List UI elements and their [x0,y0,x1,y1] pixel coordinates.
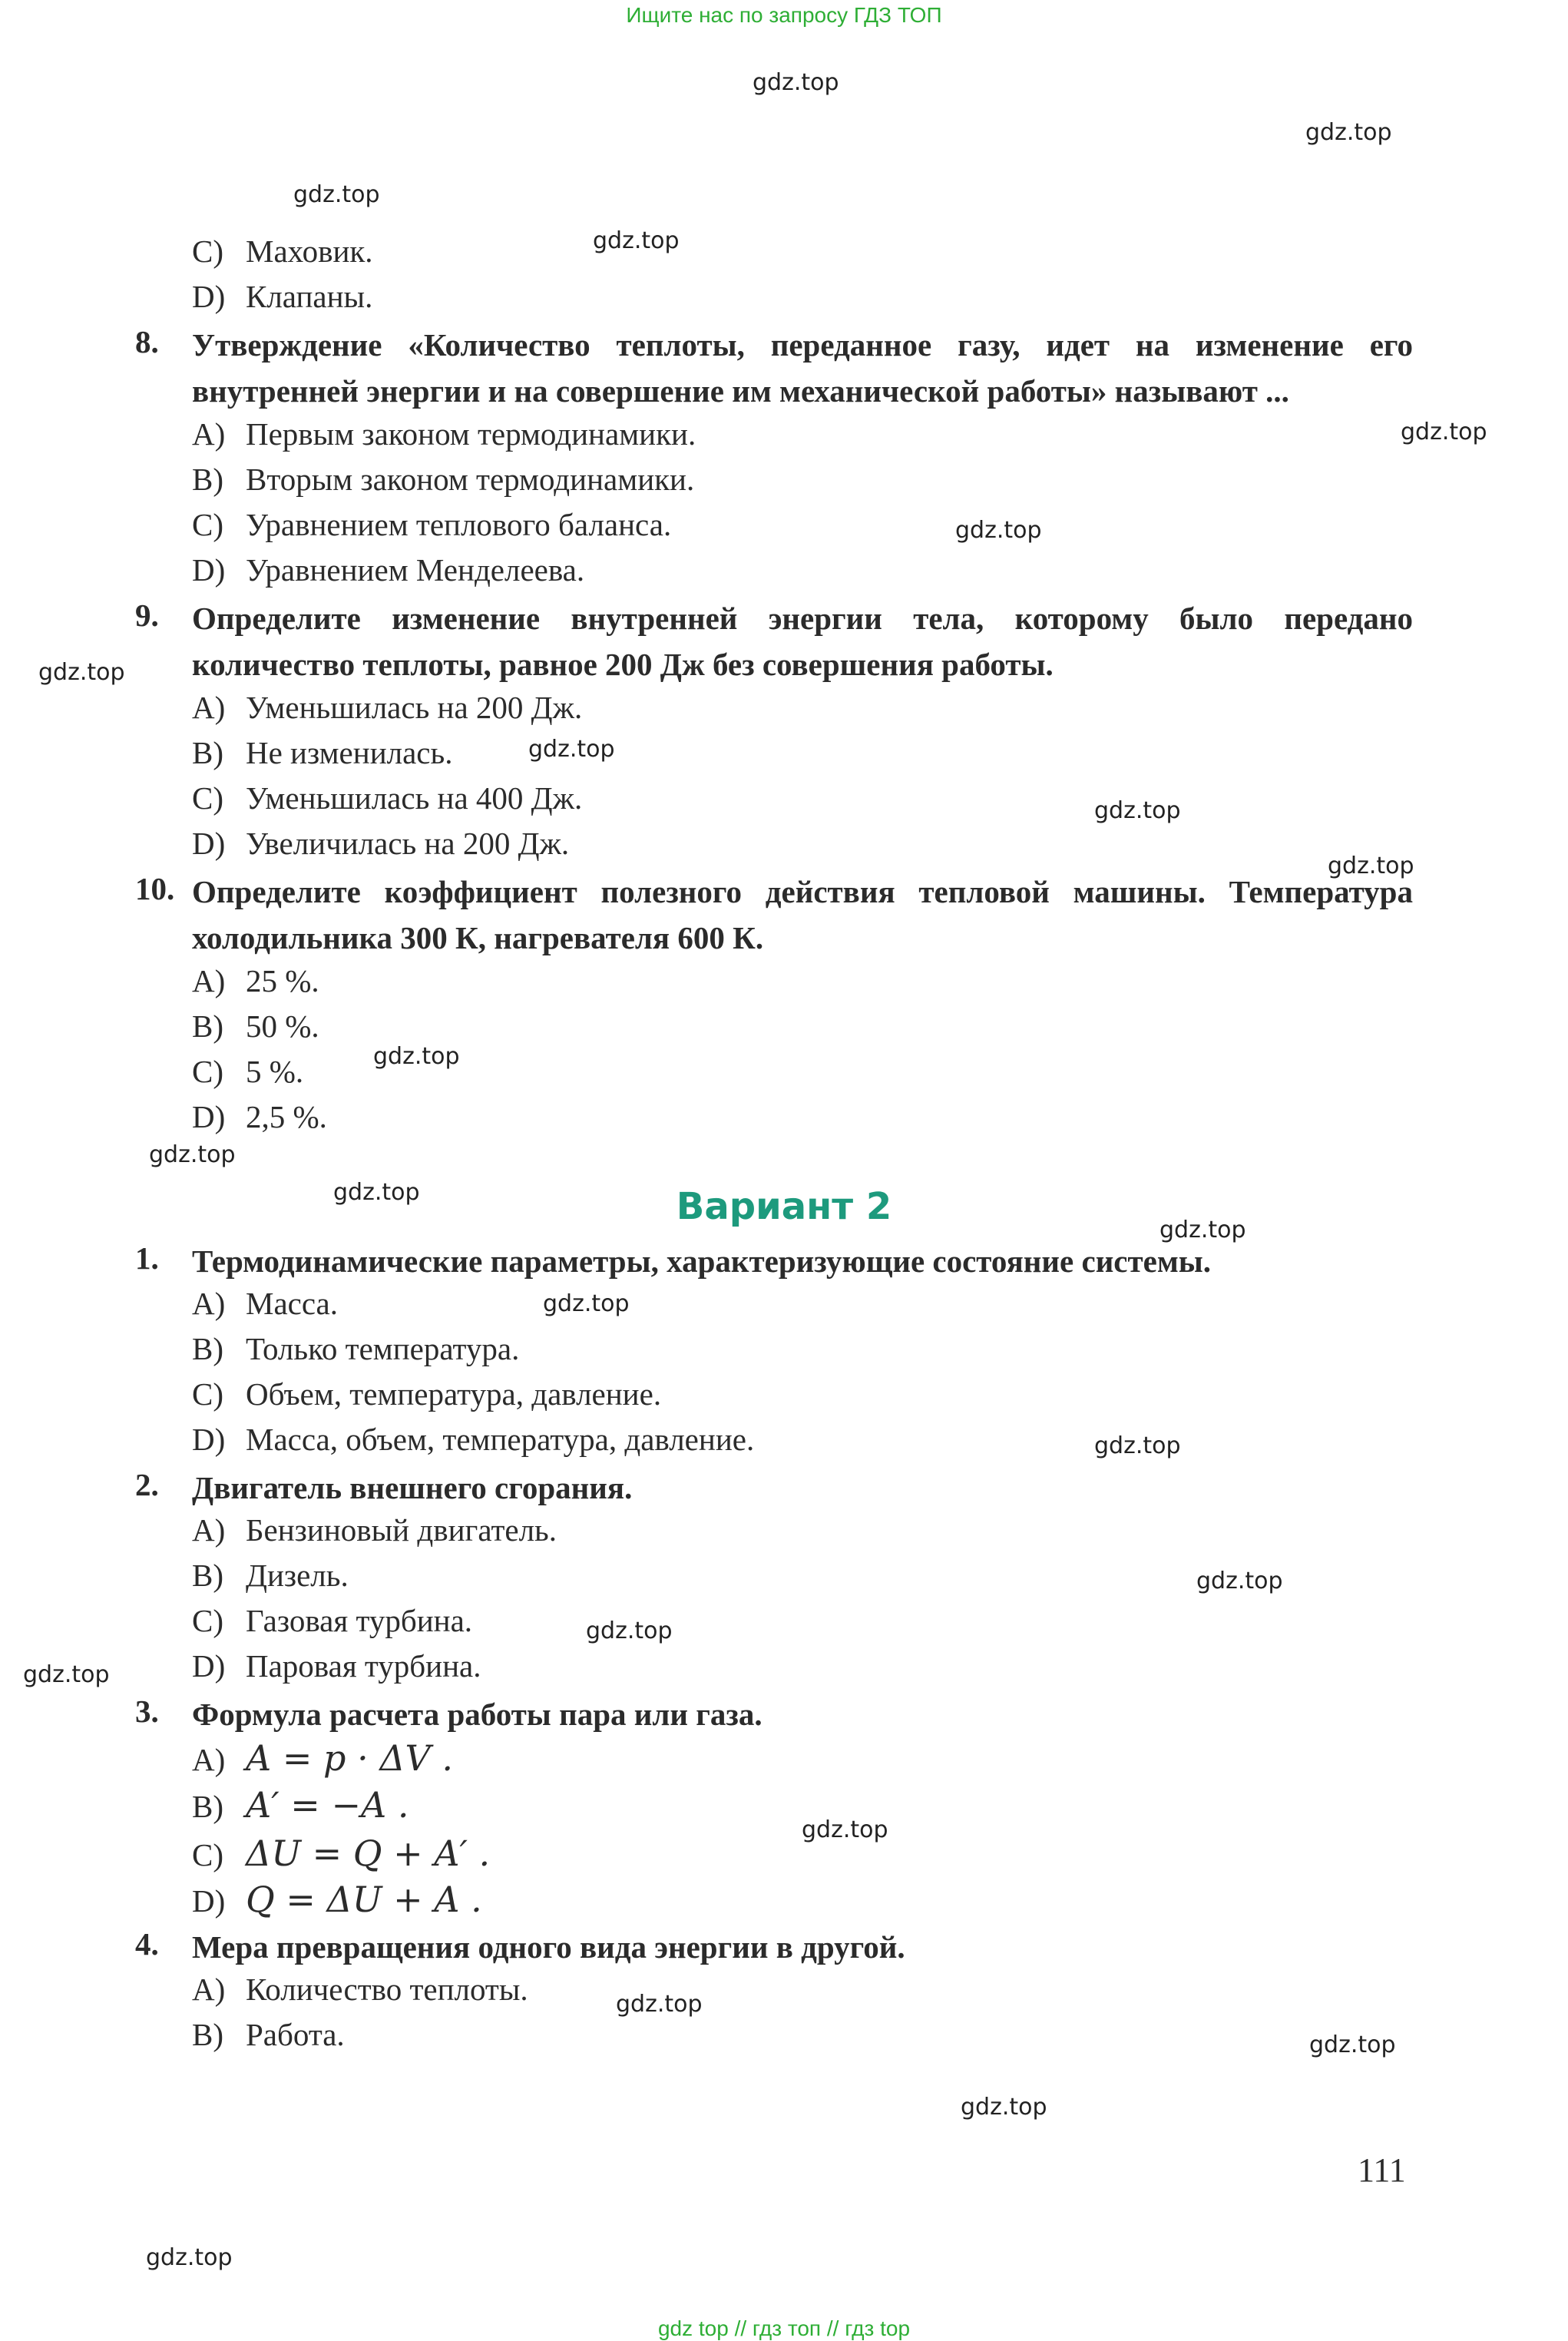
variant-title: Вариант 2 [676,1185,892,1228]
option-letter: A) [192,416,226,452]
option-text: Газовая турбина. [246,1603,473,1638]
page-number: 111 [1358,2151,1406,2189]
watermark: gdz.top [955,517,1042,544]
question-text: Определите изменение внутренней энергии тела, которому было передано количество теплоты, равное 200 Дж без совершения работы. [192,601,1413,682]
option-letter: C) [192,1376,223,1412]
option-d [192,1421,754,1458]
option-c [192,780,582,816]
option-text: 5 %. [246,1054,304,1089]
option-letter: D) [192,826,226,861]
question-text: Формула расчета работы пара или газа. [192,1697,762,1732]
option-letter: B) [192,735,223,770]
formula-text: Q = ΔU + A . [246,1879,482,1920]
option-letter: D) [192,279,226,314]
formula-text: A′ = −A . [246,1784,409,1826]
option-c [192,1602,472,1639]
option-b [192,1784,409,1826]
option-c [192,1833,490,1874]
question-number: 3. [135,1694,159,1729]
option-continued-c [192,233,373,270]
watermark: gdz.top [146,2244,233,2271]
watermark: gdz.top [802,1816,888,1843]
option-letter: A) [192,1742,226,1777]
watermark: gdz.top [1401,419,1487,445]
option-a [192,1737,453,1779]
option-text: Уравнением теплового баланса. [246,507,672,542]
watermark: gdz.top [293,181,380,208]
option-text: Вторым законом термодинамики. [246,462,695,497]
option-text: Количество теплоты. [246,1972,528,2007]
option-text: Первым законом термодинамики. [246,416,696,452]
option-letter: D) [192,552,226,588]
option-letter: B) [192,1008,223,1044]
option-b [192,2016,345,2053]
question-number: 9. [135,598,159,633]
question-number: 10. [135,871,175,906]
option-d [192,1879,482,1920]
option-continued-d [192,278,372,315]
watermark: gdz.top [586,1618,673,1644]
option-letter: B) [192,1331,223,1366]
option-text: Объем, температура, давление. [246,1376,662,1412]
option-text: 2,5 %. [246,1099,327,1134]
option-d [192,1647,481,1684]
option-letter: D) [192,1648,226,1684]
option-letter: D) [192,1883,226,1919]
watermark: gdz.top [616,1991,703,2018]
watermark: gdz.top [1309,2031,1396,2058]
watermark: gdz.top [528,736,615,763]
option-a [192,416,696,452]
watermark: gdz.top [593,227,680,254]
option-b [192,1330,519,1367]
option-letter: A) [192,1972,226,2007]
watermark: gdz.top [1094,1432,1181,1459]
watermark: gdz.top [1094,797,1181,824]
watermark: gdz.top [1159,1217,1246,1243]
top-banner[interactable]: Ищите нас по запросу ГДЗ ТОП [626,3,942,27]
option-b [192,1557,349,1594]
watermark: gdz.top [373,1043,460,1070]
option-letter: A) [192,1512,226,1548]
option-text: 50 %. [246,1008,319,1044]
watermark: gdz.top [1328,853,1414,879]
question-number: 1. [135,1240,159,1276]
option-a [192,1285,338,1322]
option-letter: C) [192,1837,223,1872]
option-text: Уравнением Менделеева. [246,552,585,588]
option-text: Масса, объем, температура, давление. [246,1422,755,1457]
option-text: Масса. [246,1286,338,1321]
formula-text: A = p · ΔV . [246,1737,454,1779]
question-text: Термодинамические параметры, характеризующие состояние системы. [192,1243,1212,1279]
option-b [192,1008,319,1045]
question-number: 4. [135,1926,159,1962]
question-text: Определите коэффициент полезного действия тепловой машины. Температура холодильника 300 К, нагревателя 600 К. [192,874,1413,955]
option-a [192,689,582,726]
option-text: Дизель. [246,1558,349,1593]
option-letter: B) [192,1558,223,1593]
question-number: 2. [135,1467,159,1502]
option-text: Паровая турбина. [246,1648,481,1684]
option-c [192,1053,303,1090]
option-letter: C) [192,780,223,816]
formula-text: ΔU = Q + A′ . [246,1833,491,1874]
watermark: gdz.top [753,69,839,96]
watermark: gdz.top [1196,1568,1283,1594]
watermark: gdz.top [149,1141,236,1168]
footer-links[interactable]: gdz top // гдз топ // гдз top [657,2316,911,2340]
option-d [192,1098,327,1135]
option-c [192,506,671,543]
question-text: Утверждение «Количество теплоты, переданное газу, идет на изменение его внутренней энергии и на совершение им механической работы» называют ... [192,327,1413,409]
option-text: Клапаны. [246,279,373,314]
watermark: gdz.top [543,1290,630,1317]
option-letter: D) [192,1422,226,1457]
option-c [192,1376,661,1412]
option-text: Уменьшилась на 200 Дж. [246,690,583,725]
question-text: Двигатель внешнего сгорания. [192,1470,633,1505]
option-letter: A) [192,1286,226,1321]
option-text: Работа. [246,2017,345,2052]
option-letter: D) [192,1099,226,1134]
option-a [192,1512,557,1548]
option-text: 25 %. [246,963,319,998]
option-text: Только температура. [246,1331,520,1366]
option-letter: B) [192,2017,223,2052]
option-text: Бензиновый двигатель. [246,1512,557,1548]
watermark: gdz.top [1305,119,1392,146]
watermark: gdz.top [23,1661,110,1688]
option-a [192,962,319,999]
option-b [192,734,452,771]
option-d [192,551,584,588]
option-letter: C) [192,1054,223,1089]
option-a [192,1971,528,2008]
option-text: Маховик. [246,233,373,269]
option-letter: A) [192,690,226,725]
question-text: Мера превращения одного вида энергии в другой. [192,1929,905,1965]
question-number: 8. [135,324,159,359]
option-text: Увеличилась на 200 Дж. [246,826,570,861]
watermark: gdz.top [333,1179,420,1206]
option-d [192,825,569,862]
option-text: Уменьшилась на 400 Дж. [246,780,583,816]
watermark: gdz.top [38,659,125,686]
option-letter: C) [192,1603,223,1638]
option-letter: B) [192,462,223,497]
option-letter: C) [192,507,223,542]
watermark: gdz.top [961,2094,1047,2121]
option-letter: A) [192,963,226,998]
option-letter: C) [192,233,223,269]
option-letter: B) [192,1789,223,1824]
option-b [192,461,694,498]
option-text: Не изменилась. [246,735,453,770]
